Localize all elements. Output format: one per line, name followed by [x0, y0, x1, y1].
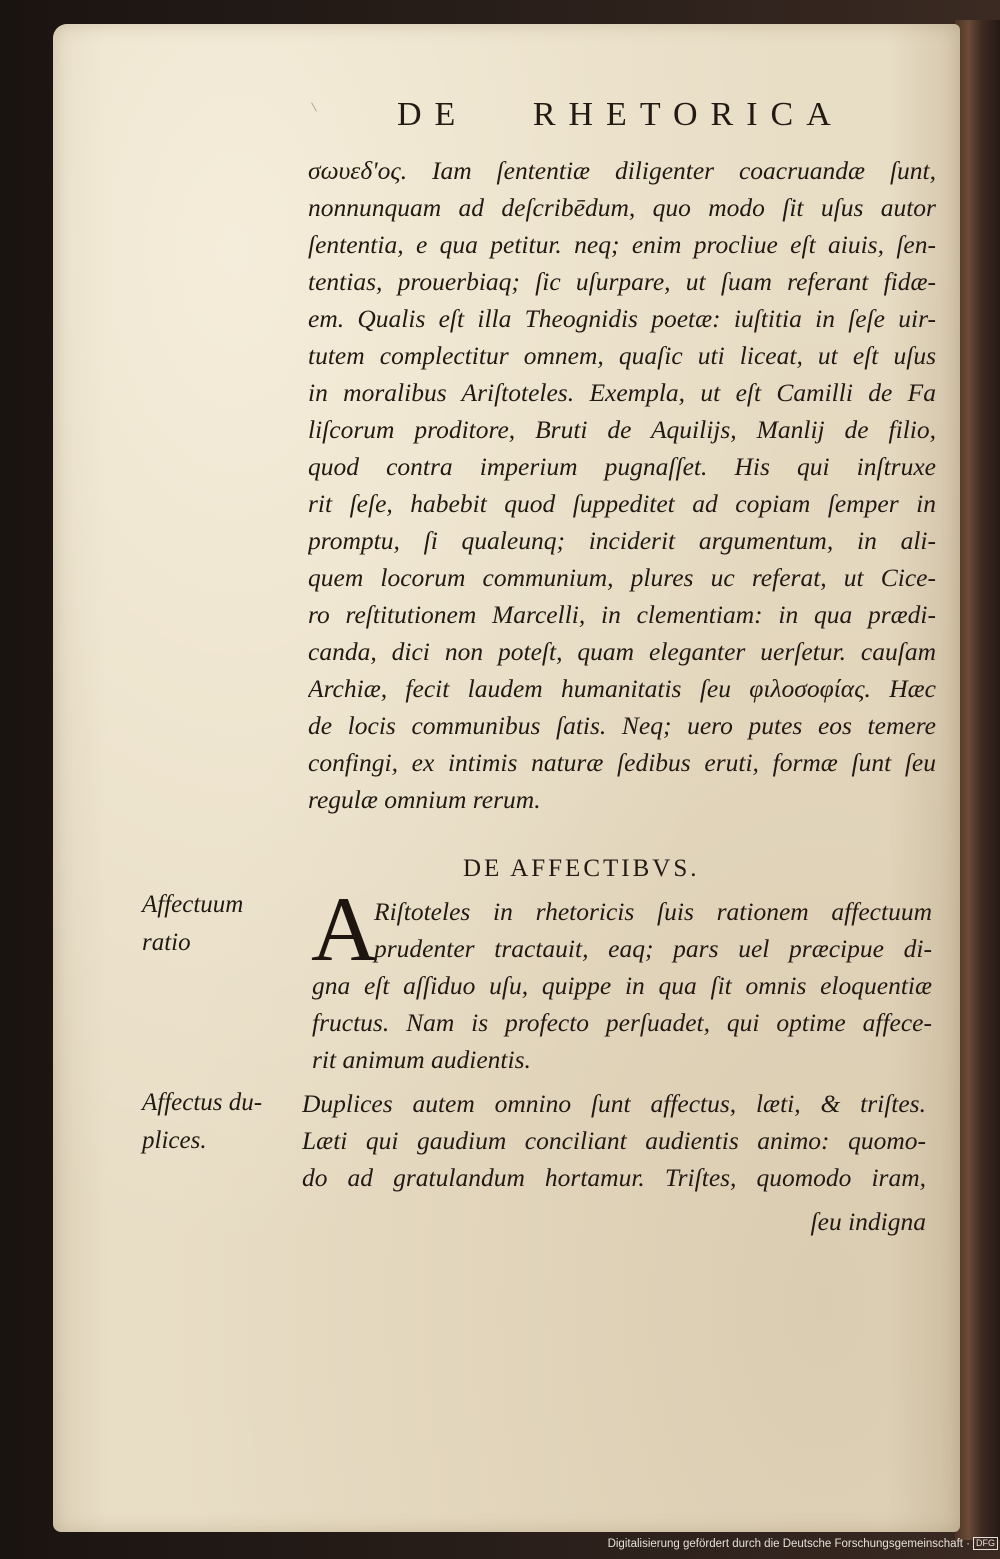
- text-line: ſententia, e qua petitur. neq; enim procliue eſt aiuis, ſen-: [308, 230, 936, 259]
- dfg-logo-icon: DFG: [973, 1537, 998, 1550]
- text-line: confingi, ex intimis naturæ ſedibus eruti, formæ ſunt ſeu: [308, 748, 936, 777]
- text-line: fructus. Nam is profecto perſuadet, qui optime affece-: [312, 1008, 932, 1037]
- marginal-note-duplices: plices.: [142, 1127, 207, 1154]
- text-line: de locis communibus ſatis. Neq; uero putes eos temere: [308, 711, 936, 740]
- text-line: canda, dici non poteſt, quam eleganter uerſetur. cauſam: [308, 637, 936, 666]
- marginal-note-ratio: ratio: [142, 929, 191, 956]
- paragraph-loci-communes: [308, 152, 936, 818]
- text-line: Duplices autem omnino ſunt affectus, læti, & triſtes.: [302, 1089, 926, 1118]
- paragraph-affectuum: [312, 893, 932, 1078]
- text-line: quem locorum communium, plures uc referat, ut Cice-: [308, 563, 936, 592]
- digitization-footer: [600, 1537, 998, 1555]
- section-heading: DE AFFECTIBVS.: [463, 855, 700, 882]
- text-line: promptu, ſi qualeunq; inciderit argumentum, in ali-: [308, 526, 936, 555]
- text-line: prudenter tractauit, eaq; pars uel præcipue di-: [374, 934, 932, 963]
- text-line: σωυεδ'ος. Iam ſententiæ diligenter coacruandæ ſunt,: [308, 156, 936, 185]
- text-line: Riſtoteles in rhetoricis ſuis rationem affectuum: [374, 897, 932, 926]
- text-line: Læti qui gaudium conciliant audientis animo: quomo-: [302, 1126, 926, 1155]
- text-line: liſcorum proditore, Bruti de Aquilijs, Manlij de filio,: [308, 415, 936, 444]
- text-line: tentias, prouerbiaq; ſic uſurpare, ut ſuam referant fidæ-: [308, 267, 936, 296]
- running-head: DE RHETORICA: [397, 96, 844, 133]
- marginal-note-affectuum: Affectuum: [142, 891, 244, 918]
- catchword: ſeu indigna: [810, 1207, 926, 1236]
- marginal-note-affectus: Affectus du-: [142, 1089, 263, 1116]
- text-line: do ad gratulandum hortamur. Triſtes, quomodo iram,: [302, 1163, 926, 1192]
- drop-cap-initial: A: [311, 878, 378, 980]
- text-line: rit ſeſe, habebit quod ſuppeditet ad copiam ſemper in: [308, 489, 936, 518]
- text-line-last: regulæ omnium rerum.: [308, 785, 541, 814]
- text-line: ro reſtitutionem Marcelli, in clementiam: in qua prædi-: [308, 600, 936, 629]
- paragraph-duplices: [302, 1085, 926, 1196]
- text-line: em. Qualis eſt illa Theognidis poetæ: iuſtitia in ſeſe uir-: [308, 304, 936, 333]
- footer-text: Digitalisierung gefördert durch die Deutsche Forschungsgemeinschaft ·: [607, 1538, 970, 1550]
- text-line: quod contra imperium pugnaſſet. His qui inſtruxe: [308, 452, 936, 481]
- text-line-last: rit animum audientis.: [312, 1045, 531, 1074]
- text-line: Archiæ, fecit laudem humanitatis ſeu φιλοσοφίας. Hæc: [308, 674, 936, 703]
- book-page-edges: [955, 20, 1000, 1540]
- text-line: in moralibus Ariſtoteles. Exempla, ut eſt Camilli de Fa: [308, 378, 936, 407]
- text-line: tutem complectitur omnem, quaſic uti liceat, ut eſt uſus: [308, 341, 936, 370]
- text-line: gna eſt aſſiduo uſu, quippe in qua ſit omnis eloquentiæ: [312, 971, 932, 1000]
- text-line: nonnunquam ad deſcribēdum, quo modo ſit uſus autor: [308, 193, 936, 222]
